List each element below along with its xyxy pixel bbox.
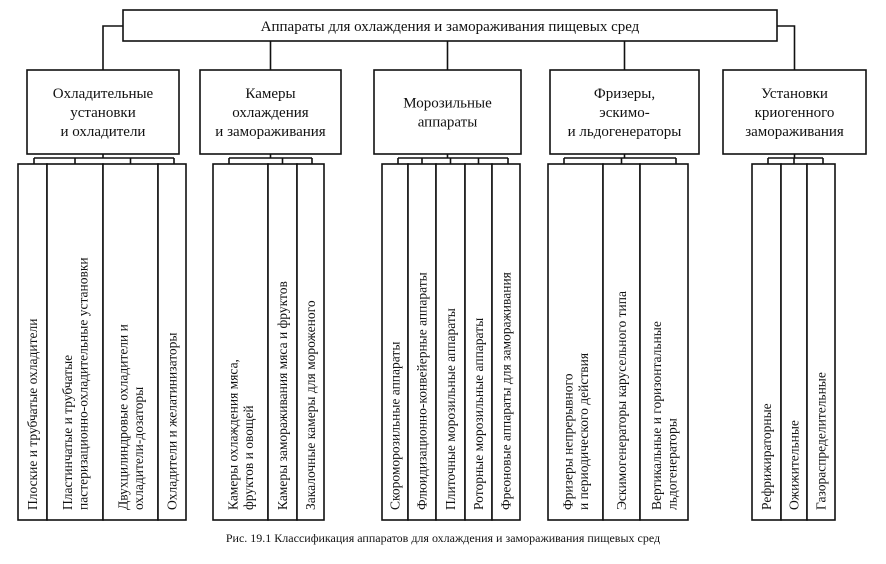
item-label-line: Рефрижираторные	[759, 403, 775, 510]
item-label-line: льдогенераторы	[664, 418, 680, 510]
item-label-line: Фреоновые аппараты для замораживания	[498, 272, 514, 510]
item-label-line: Флюидизационно-конвейерные аппараты	[414, 272, 430, 510]
category-group	[723, 70, 866, 520]
item-label-line: Фризеры непрерывного	[560, 373, 576, 510]
connector-left	[103, 26, 123, 70]
category-label-line: Фризеры,	[593, 86, 656, 102]
diagram-title: Аппараты для охлаждения и замораживания пищевых сред	[260, 19, 640, 35]
category-group	[18, 70, 186, 520]
item-label-line: Газораспределительные	[813, 372, 829, 510]
figure-caption: Рис. 19.1 Классификация аппаратов для охлаждения и замораживания пищевых сред	[225, 531, 661, 545]
item-label-line: Вертикальные и горизонтальные	[648, 321, 664, 510]
item-label-line: Охладители и желатинизаторы	[164, 332, 180, 510]
category-label-line: и замораживания	[215, 124, 326, 140]
item-label-line: Камеры охлаждения мяса,	[225, 359, 241, 510]
category-label-line: аппараты	[417, 114, 478, 131]
category-label-line: криогенного	[754, 105, 835, 121]
item-label-line: Скороморозильные аппараты	[387, 341, 403, 510]
category-label-line: эскимо-	[599, 105, 650, 121]
category-label-line: Установки	[761, 86, 828, 102]
item-label-line: фруктов и овощей	[240, 405, 256, 510]
category-group	[374, 70, 521, 520]
category-label-line: и охладители	[60, 124, 146, 140]
item-label-line: Пластинчатые и трубчатые	[59, 354, 75, 510]
category-label-line: установки	[70, 105, 136, 121]
connector-right	[777, 26, 795, 70]
item-label-line: Закалочные камеры для мороженого	[303, 300, 319, 510]
item-label-line: охладители-дозаторы	[130, 386, 146, 510]
category-label-line: Камеры	[245, 86, 296, 102]
category-box	[374, 70, 521, 154]
category-group	[548, 70, 699, 520]
item-label-line: Эскимогенераторы карусельного типа	[614, 291, 630, 510]
item-label-line: Ожижительные	[786, 420, 802, 510]
item-label-line: Роторные морозильные аппараты	[471, 317, 487, 510]
category-label-line: и льдогенераторы	[567, 124, 682, 140]
category-label-line: Морозильные	[403, 95, 492, 112]
category-label-line: охлаждения	[232, 105, 309, 121]
item-label-line: Камеры замораживания мяса и фруктов	[275, 281, 291, 510]
item-label-line: Двухцилиндровые охладители и	[115, 324, 131, 510]
category-label-line: Охладительные	[52, 86, 154, 102]
item-label-line: Плоские и трубчатые охладители	[25, 318, 41, 510]
category-groups	[18, 70, 866, 520]
item-label-line: Плиточные морозильные аппараты	[443, 308, 459, 510]
item-label-line: пастеризационно-охладительные установки	[75, 257, 91, 510]
item-label-line: и периодического действия	[575, 352, 591, 510]
category-group	[200, 70, 341, 520]
category-label-line: замораживания	[745, 124, 844, 140]
